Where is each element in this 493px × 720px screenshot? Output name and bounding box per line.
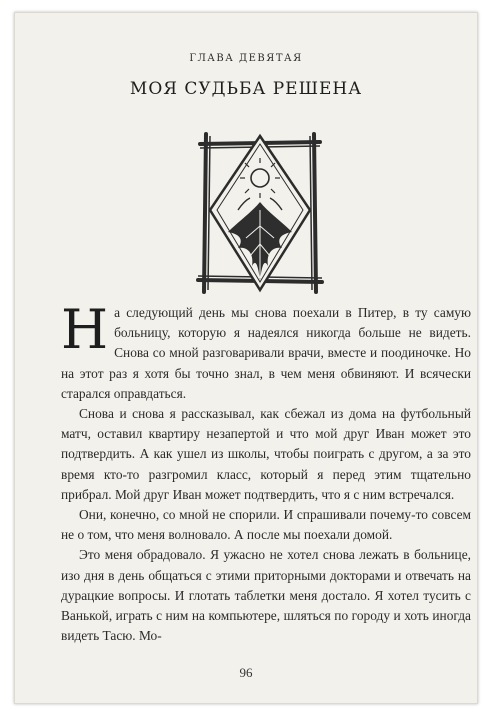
drop-cap: Н (61, 298, 109, 361)
paragraph-3: Они, конечно, со мной не спорили. И спрашивали почему-то совсем не о том, что меня волновало. А после мы поехали домой. (61, 507, 471, 543)
paragraph-1: На следующий день мы снова поехали в Питер, в ту самую больницу, которую я надеялся никогда больше не видеть. Снова со мной разговаривали врачи, вместе и поодиночке. Но на этот раз я хотя бы точно знал, в чем меня обвиняют. И всячески старался оправдаться. (61, 298, 471, 401)
chapter-body (61, 298, 471, 646)
chapter-label: ГЛАВА ДЕВЯТАЯ (189, 53, 303, 64)
book-page (14, 12, 478, 704)
page-number: 96 (239, 665, 253, 680)
sun-rhombus-frame-emblem-icon (194, 130, 326, 296)
chapter-title: МОЯ СУДЬБА РЕШЕНА (129, 79, 363, 99)
paragraph-2: Снова и снова я рассказывал, как сбежал из дома на футбольный матч, оставил квартиру незапертой и что мой друг Иван может это подтвердить. А как ушел из школы, чтобы поиграть с другом, а за это время кто-то разгромил класс, который я перед этим тщательно прибрал. Мой друг Иван может подтвердить, что я с ним встречался. (61, 406, 471, 502)
paragraph-4: Это меня обрадовало. Я ужасно не хотел снова лежать в больнице, изо дня в день общаться с этими приторными докторами и отвечать на дурацкие вопросы. И глотать таблетки меня достало. Я хотел тусить с Ванькой, играть с ним на компьютере, шляться по городу и хоть иногда видеть Тасю. Мо- (61, 547, 471, 644)
